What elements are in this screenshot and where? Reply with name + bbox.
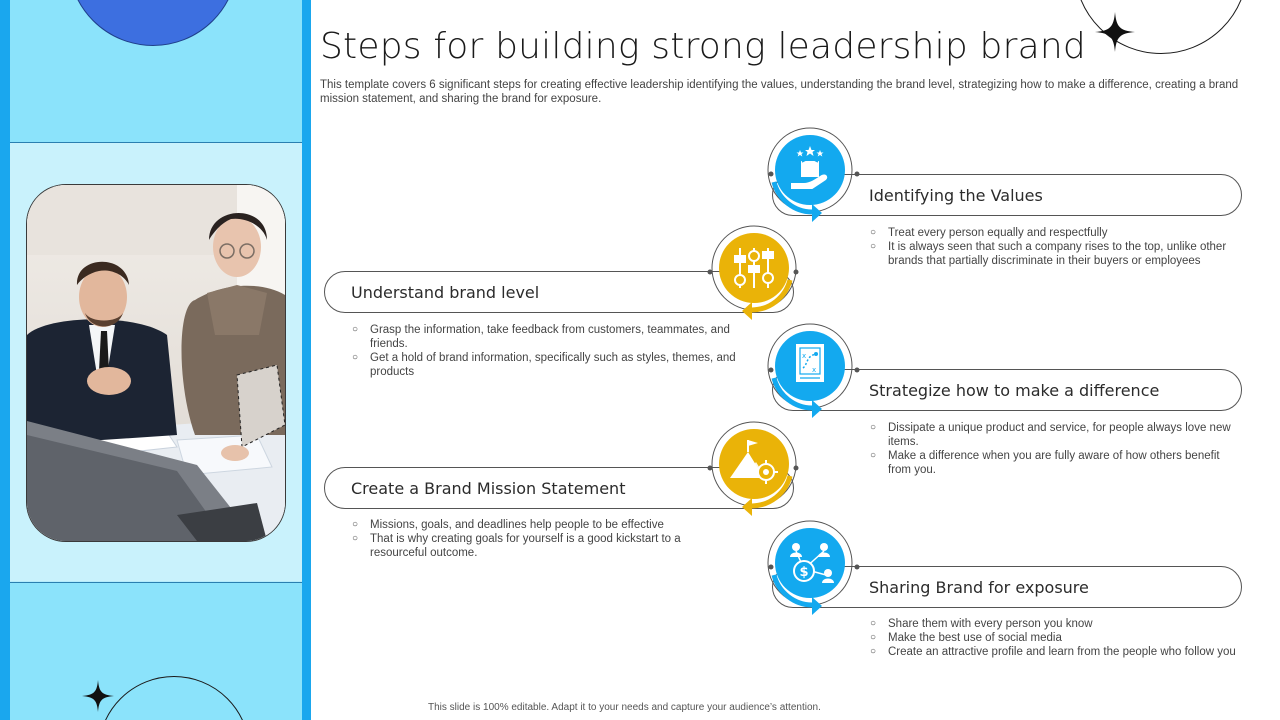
step-bullets-1 [870, 226, 1242, 268]
sparkle-icon [82, 680, 114, 712]
page-title: Steps for building strong leadership brand [320, 26, 1086, 67]
bullet-item: ○ Make a difference when you are fully aware of how others benefit from you. [870, 449, 1242, 477]
step-bullets-5 [870, 617, 1242, 659]
step-label: Identifying the Values [869, 186, 1043, 205]
panel-edge-right [302, 0, 311, 720]
bullet-item: ○ Dissipate a unique product and service, for people always love new items. [870, 421, 1242, 449]
svg-text:$: $ [799, 565, 809, 580]
bullet-item: ○ Treat every person equally and respectfully [870, 226, 1242, 240]
step-label: Create a Brand Mission Statement [351, 479, 626, 498]
step-icon-badge-1 [764, 124, 860, 220]
step-bullets-2 [352, 323, 736, 379]
bullet-item: ○ Grasp the information, take feedback from customers, teammates, and friends. [352, 323, 736, 351]
bullet-item: ○ Missions, goals, and deadlines help people to be effective [352, 518, 736, 532]
step-bullets-4 [352, 518, 736, 560]
bullet-item: ○ It is always seen that such a company rises to the top, unlike other brands that partially discriminate in their buyers or employees [870, 240, 1242, 268]
svg-text:x: x [812, 366, 817, 374]
step-icon-badge-3 [764, 320, 860, 416]
bullet-item: ○ That is why creating goals for yourself is a good kickstart to a resourceful outcome. [352, 532, 736, 560]
step-label: Sharing Brand for exposure [869, 578, 1089, 597]
bullet-item: ○ Create an attractive profile and learn from the people who follow you [870, 645, 1242, 659]
sparkle-icon [1095, 12, 1135, 52]
page-subtitle: This template covers 6 significant steps for creating effective leadership identifying the values, understanding the brand level, strategizing how to make a difference, creating a brand mission statement, and sharing the brand for exposure. [320, 79, 1239, 105]
step-icon-badge-4 [704, 418, 800, 514]
step-icon-badge-5 [764, 517, 860, 613]
sliders-gears-icon [735, 248, 773, 288]
step-label: Understand brand level [351, 283, 540, 302]
bullet-item: ○ Make the best use of social media [870, 631, 1242, 645]
step-label: Strategize how to make a difference [869, 381, 1160, 400]
bullet-item: ○ Get a hold of brand information, specifically such as styles, themes, and products [352, 351, 736, 379]
strategy-document-icon [796, 344, 824, 382]
step-icon-badge-2 [704, 222, 800, 318]
bullet-item: ○ Share them with every person you know [870, 617, 1242, 631]
footer-note: This slide is 100% editable. Adapt it to your needs and capture your audience’s attention. [428, 702, 821, 713]
panel-edge-left [0, 0, 10, 720]
svg-text:x: x [802, 352, 807, 360]
team-photo [26, 184, 286, 542]
step-bullets-3 [870, 421, 1242, 477]
